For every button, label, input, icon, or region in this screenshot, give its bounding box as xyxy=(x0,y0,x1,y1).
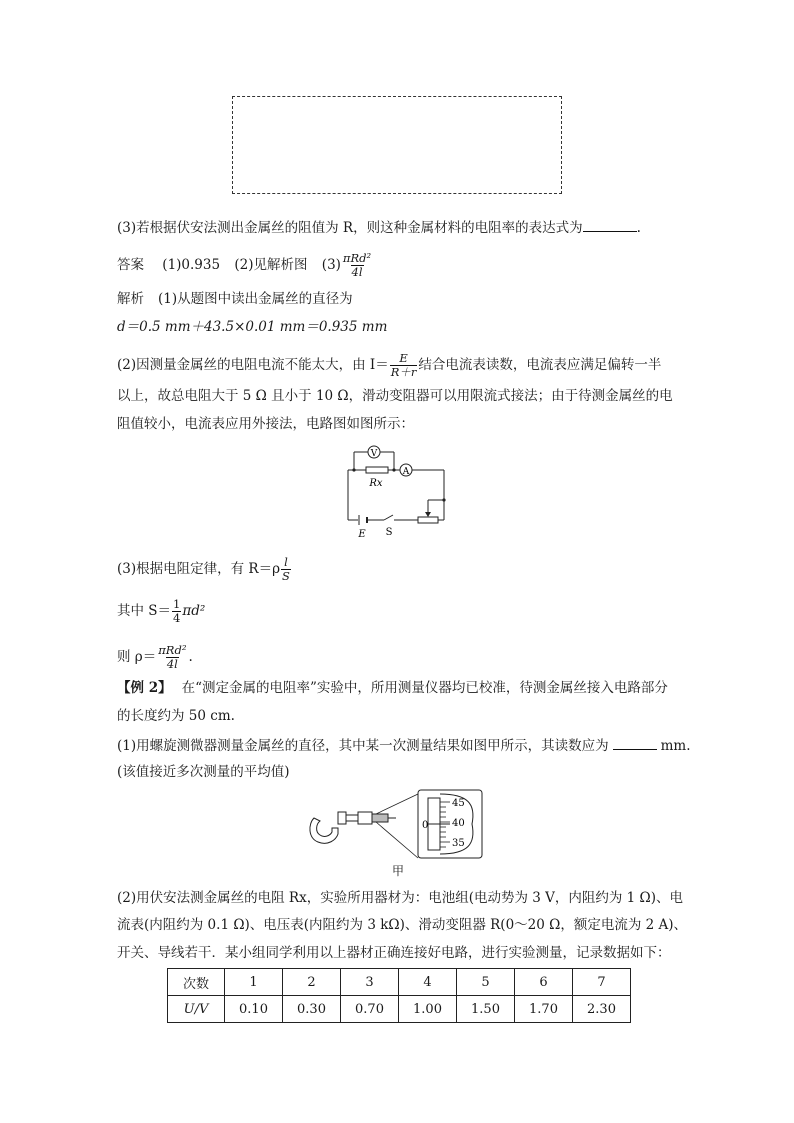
analysis-line-4: 阻值较小，电流表应用外接法，电路图如图所示： xyxy=(117,416,414,432)
table-row xyxy=(168,996,631,1023)
example-2-question-2-line-2: 流表(内阻约为 0.1 Ω)、电压表(内阻约为 3 kΩ)、滑动变阻器 R(0～20 Ω，额定电流为 2 A)、 xyxy=(117,917,688,933)
table-cell: 0.30 xyxy=(283,996,341,1023)
answer-label: 答案 xyxy=(117,257,144,273)
scale-label-40: 40 xyxy=(452,818,465,829)
micrometer-sleeve-icon xyxy=(346,815,358,821)
table-header-row xyxy=(168,969,631,996)
resistor-label: Rx xyxy=(369,478,383,489)
analysis-label: 解析 xyxy=(117,291,144,307)
answer-blank[interactable] xyxy=(613,749,657,750)
analysis-line-7: 则 ρ＝ $\frac{\text{πRd²}}{4l}$ . xyxy=(117,643,193,671)
micrometer-ratchet-icon xyxy=(372,814,388,822)
figure-caption: 甲 xyxy=(392,864,405,878)
switch-icon xyxy=(384,515,393,520)
analysis-formula: d＝0.5 mm＋43.5×0.01 mm＝0.935 mm xyxy=(117,319,388,335)
ammeter-label: A xyxy=(402,467,410,477)
table-header-cell: 7 xyxy=(573,969,631,996)
data-table xyxy=(167,968,631,1023)
table-cell: 1.00 xyxy=(399,996,457,1023)
table-header-cell: 1 xyxy=(225,969,283,996)
resistor-icon xyxy=(366,467,388,473)
table-row-label: U/V xyxy=(168,996,225,1023)
battery-icon xyxy=(359,515,367,525)
area-fraction: $\frac{1}{4}$ xyxy=(173,597,181,625)
circuit-diagram xyxy=(338,440,456,540)
table-header-cell: 6 xyxy=(515,969,573,996)
table-cell: 0.10 xyxy=(225,996,283,1023)
table-header-label: 次数 xyxy=(168,969,225,996)
rheostat-icon xyxy=(418,517,438,523)
scale-label-45: 45 xyxy=(452,798,465,809)
example-2-question-1: (1)用螺旋测微器测量金属丝的直径，其中某一次测量结果如图甲所示，其读数应为 mm. xyxy=(117,738,691,754)
example-2-line-2: 的长度约为 50 cm. xyxy=(117,708,235,724)
table-header-cell: 4 xyxy=(399,969,457,996)
analysis-line-6: 其中 S＝ $\frac{1}{4}$ πd² xyxy=(117,597,206,625)
example-2-question-2-line-1: (2)用伏安法测金属丝的电阻 Rx，实验所用器材为：电池组(电动势为 3 V，内阻约为 1 Ω)、电 xyxy=(117,890,684,906)
table-header-cell: 3 xyxy=(341,969,399,996)
rheostat-arrow-icon xyxy=(425,512,431,517)
example-label: 【例 2】 xyxy=(117,680,172,696)
example-2-line-1: 【例 2】 在“测定金属的电阻率”实验中，所用测量仪器均已校准，待测金属丝接入电路部分 xyxy=(117,680,668,696)
example-2-question-1-note: (该值接近多次测量的平均值) xyxy=(117,764,290,780)
junction-dot xyxy=(442,498,445,501)
example-2-question-2-line-3: 开关、导线若干．某小组同学利用以上器材正确连接好电路，进行实验测量，记录数据如下： xyxy=(117,945,671,961)
scale-label-zero: 0 xyxy=(422,820,429,831)
table-header-cell: 2 xyxy=(283,969,341,996)
table-header-cell: 5 xyxy=(457,969,515,996)
table-cell: 2.30 xyxy=(573,996,631,1023)
resistivity-fraction: $\frac{\text{πRd²}}{4l}$ xyxy=(342,251,372,279)
table-cell: 1.70 xyxy=(515,996,573,1023)
micrometer-frame-icon xyxy=(310,818,338,843)
analysis-line-3: 以上，故总电阻大于 5 Ω 且小于 10 Ω，滑动变阻器可以用限流式接法；由于待测金属丝的电 xyxy=(117,388,673,404)
junction-dot xyxy=(392,468,395,471)
table-cell: 1.50 xyxy=(457,996,515,1023)
switch-label: S xyxy=(385,527,393,538)
question-3: (3)若根据伏安法测出金属丝的阻值为 R，则这种金属材料的电阻率的表达式为 . xyxy=(117,220,641,236)
analysis-line-2: (2)因测量金属丝的电阻电流不能太大，由 I＝ $\frac{E}{R+r}$ 结合电流表读数，电流表应满足偏转一半 xyxy=(117,351,662,379)
analysis-line-1: 解析 (1)从题图中读出金属丝的直径为 xyxy=(117,291,353,307)
current-fraction: $\frac{E}{R+r}$ xyxy=(390,351,417,379)
battery-label: E xyxy=(358,529,366,540)
scale-label-35: 35 xyxy=(452,838,465,849)
micrometer-thimble-icon xyxy=(358,812,372,824)
table-cell: 0.70 xyxy=(341,996,399,1023)
rho-fraction: $\frac{\text{πRd²}}{4l}$ xyxy=(158,643,187,671)
answer-placeholder-box xyxy=(232,96,562,194)
answer-line: 答案 (1)0.935 (2)见解析图 (3) $\frac{\text{πRd²}}{4l}$ xyxy=(117,251,372,279)
junction-dot xyxy=(352,468,355,471)
voltmeter-label: V xyxy=(370,449,378,459)
answer-blank[interactable] xyxy=(583,231,637,232)
resistance-fraction: $\frac{l}{S}$ xyxy=(282,555,290,583)
analysis-line-5: (3)根据电阻定律，有 R＝ρ $\frac{l}{S}$ xyxy=(117,555,290,583)
micrometer-anvil-icon xyxy=(338,812,346,824)
